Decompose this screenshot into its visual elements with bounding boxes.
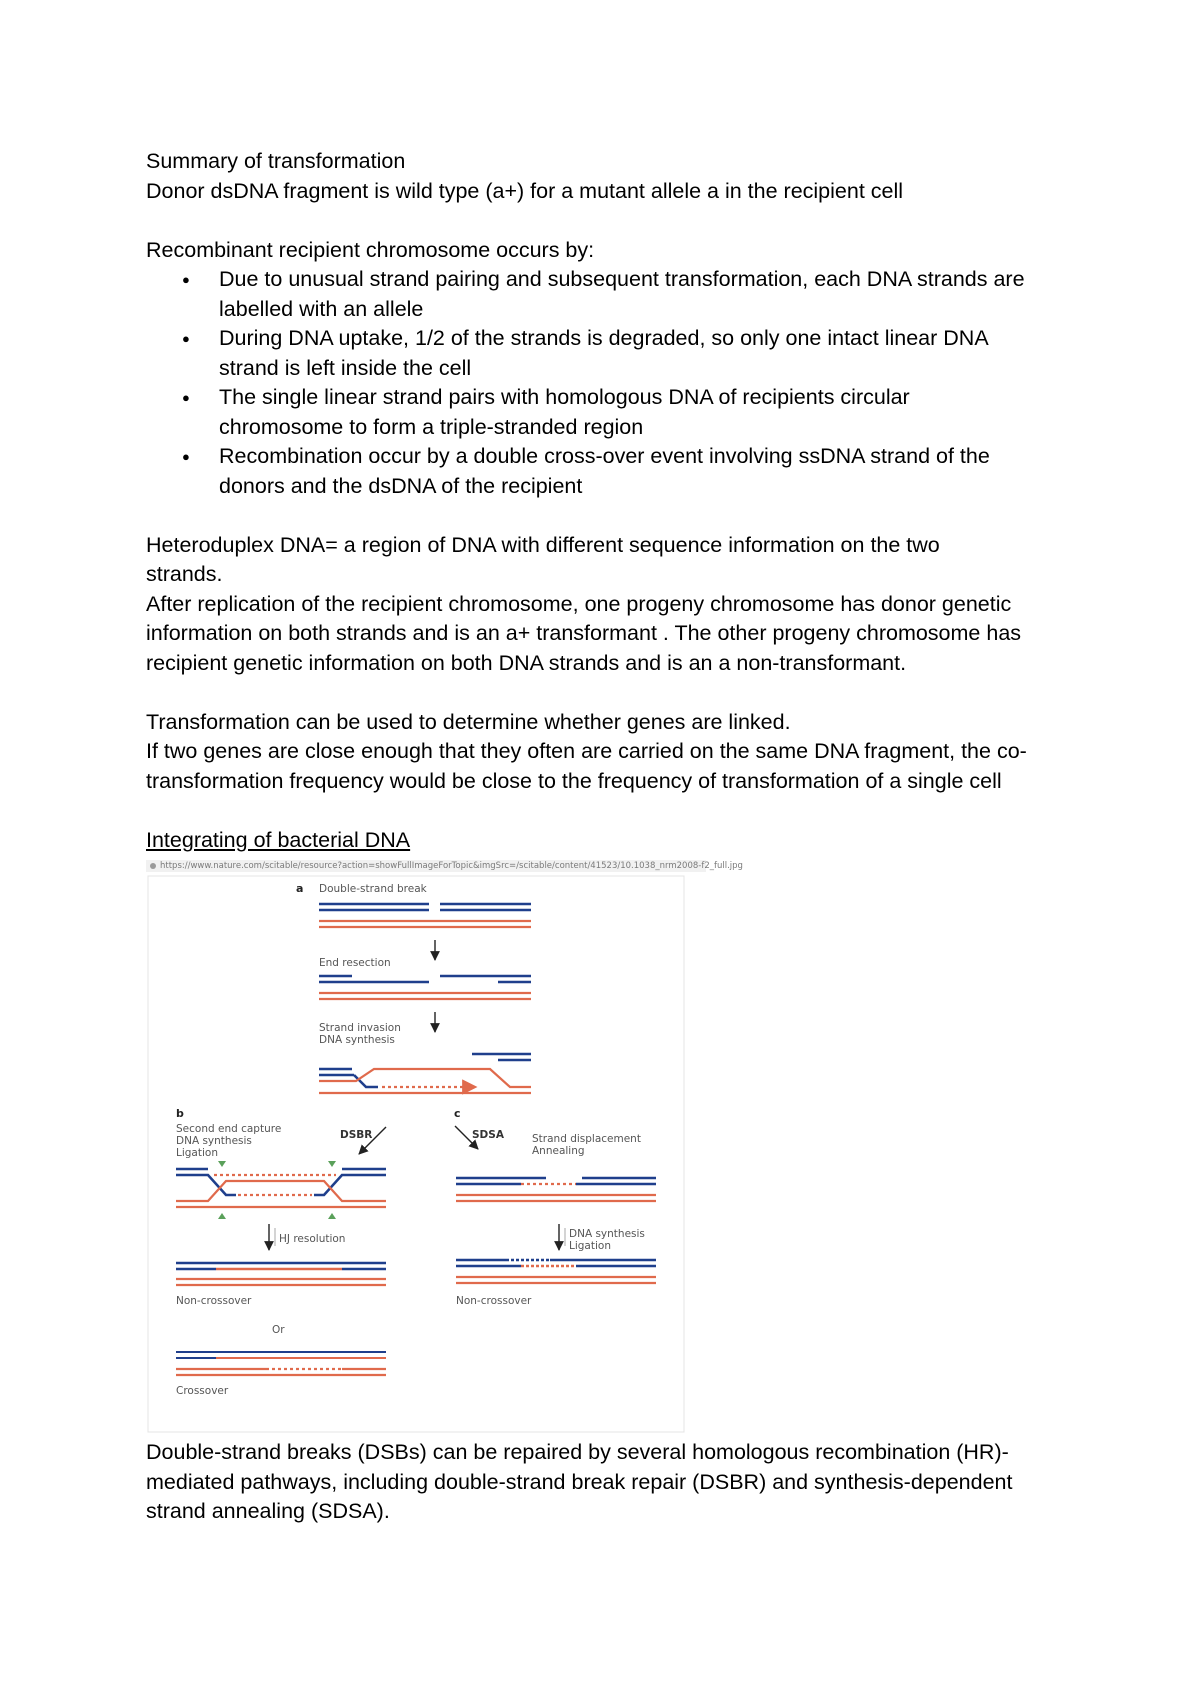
summary-section: [146, 147, 1076, 855]
dna-synthesis-label-c: DNA synthesis: [569, 1228, 645, 1240]
bullet-item: ● During DNA uptake, 1/2 of the strands is degraded, so only one intact linear DNA strand is left inside the cell: [146, 324, 1076, 383]
end-resection-label: End resection: [319, 957, 391, 969]
summary-title: Summary of transformation: [146, 149, 406, 173]
figure-url-bar: [146, 860, 743, 872]
dsbr-label: DSBR: [340, 1129, 373, 1141]
figure-url: https://www.nature.com/scitable/resource?action=showFullImageForTopic&imgSrc=/scitable/content/41523/10.1038_nrm2008-f2_full.jpg: [160, 861, 743, 871]
sdsa-label: SDSA: [472, 1129, 504, 1141]
strand-invasion-strands: [319, 1054, 531, 1093]
double-strand-break-label: Double-strand break: [319, 883, 427, 895]
annealing-label: Annealing: [532, 1145, 585, 1157]
dna-synthesis-label-a: DNA synthesis: [319, 1034, 395, 1046]
figure-caption: Double-strand breaks (DSBs) can be repaired by several homologous recombination (HR)- mediated pathways, including double-strand break repair (DSBR) and synthesis-dependent strand annealing (SDSA).: [146, 1440, 1013, 1523]
summary-intro: Donor dsDNA fragment is wild type (a+) for a mutant allele a in the recipient cell: [146, 178, 904, 203]
dsbr-intermediate-strands: [176, 1161, 386, 1219]
heteroduplex-paragraph: Heteroduplex DNA= a region of DNA with different sequence information on the two strands. After replication of the recipient chromosome, one progeny chromosome has donor genetic information on both strands and is an a+ transformant . The other progeny chromosome has recipient genetic information on both DNA strands and is an a non-transformant.: [146, 532, 1022, 675]
recombination-heading: Recombinant recipient chromosome occurs by:: [146, 237, 595, 262]
hr-diagram: [146, 872, 706, 1440]
second-end-capture-label: Second end capture: [176, 1123, 282, 1135]
non-crossover-c-label: Non-crossover: [456, 1295, 532, 1307]
sdsa-intermediate-strands: [456, 1178, 656, 1201]
hr-pathways-figure: [146, 860, 743, 1440]
lock-icon: [150, 863, 156, 869]
bullet-item: ● Recombination occur by a double cross-over event involving ssDNA strand of the donors and the dsDNA of the recipient: [146, 442, 1076, 501]
strand-displacement-label: Strand displacement: [532, 1133, 641, 1145]
crossover-label: Crossover: [176, 1385, 229, 1397]
panel-b-label: b: [176, 1107, 184, 1120]
or-label: Or: [272, 1324, 285, 1336]
hj-resolution-label: HJ resolution: [279, 1233, 346, 1245]
panel-a-label: a: [296, 882, 304, 895]
linkage-paragraph: Transformation can be used to determine whether genes are linked. If two genes are close enough that they often are carried on the same DNA fragment, the co- transformation frequency would be close to the frequency of transformation of a single cell: [146, 709, 1027, 793]
integrating-heading: Integrating of bacterial DNA: [146, 827, 411, 852]
strand-invasion-label: Strand invasion: [319, 1022, 401, 1034]
ligation-label-c: Ligation: [569, 1240, 611, 1252]
dna-synthesis-label-b: DNA synthesis: [176, 1135, 252, 1147]
crossover-strands: [176, 1352, 386, 1375]
bullet-item: ● The single linear strand pairs with homologous DNA of recipients circular chromosome to form a triple-stranded region: [146, 383, 1076, 442]
panel-c-label: c: [454, 1107, 461, 1120]
ligation-label-b: Ligation: [176, 1147, 218, 1159]
non-crossover-b-strands: [176, 1263, 386, 1285]
double-strand-break-strands: [319, 904, 531, 927]
non-crossover-c-strands: [456, 1260, 656, 1283]
bullet-item: ● Due to unusual strand pairing and subsequent transformation, each DNA strands are labelled with an allele: [146, 265, 1076, 324]
end-resection-strands: [319, 976, 531, 999]
recombination-bullet-list: [146, 265, 1076, 501]
non-crossover-b-label: Non-crossover: [176, 1295, 252, 1307]
